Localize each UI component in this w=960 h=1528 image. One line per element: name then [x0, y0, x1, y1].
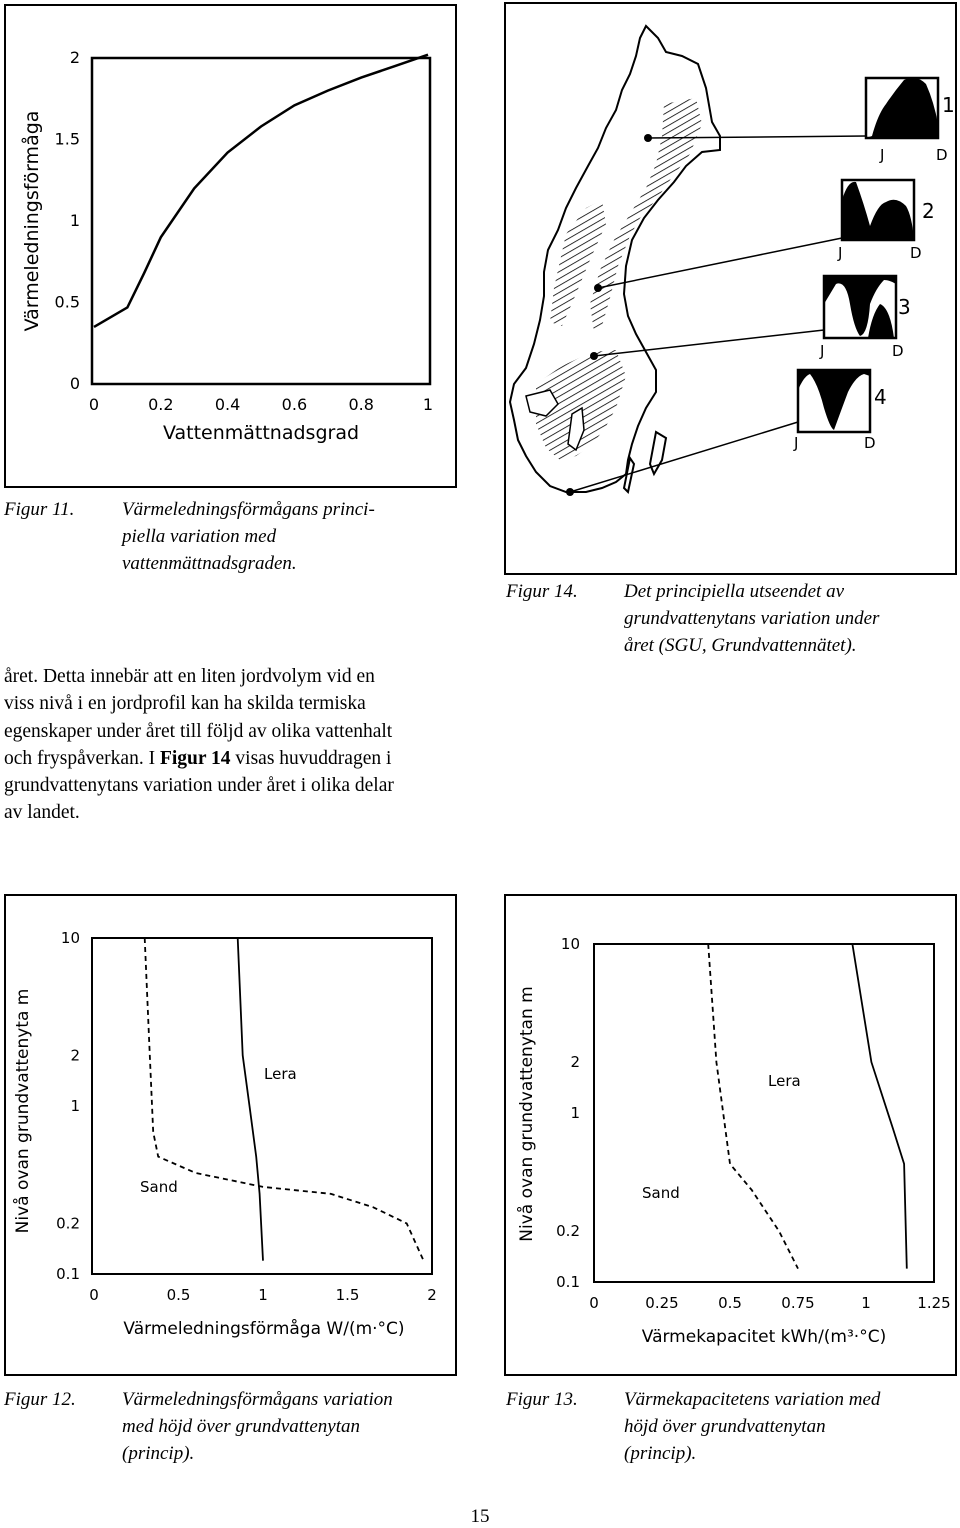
x-tick-label: 1: [422, 395, 434, 414]
figure-11-chart: [6, 6, 459, 490]
inset-2-end: D: [910, 244, 922, 262]
station-marker-3: [590, 352, 598, 360]
y-tick-label: 0.2: [56, 1214, 80, 1233]
series-label-sand: Sand: [140, 1178, 178, 1196]
inset-4-start: J: [794, 434, 799, 452]
body-line: året. Detta innebär att en liten jordvolym vid en: [4, 666, 375, 687]
caption-line: med höjd över grundvattenytan: [122, 1416, 360, 1437]
body-line-part: och fryspåverkan. I: [4, 747, 160, 769]
y-tick-label: 0.2: [556, 1222, 580, 1241]
station-marker-2: [594, 284, 602, 292]
x-axis-label: Vattenmättnadsgrad: [162, 422, 360, 444]
figure-12-chart: [6, 896, 459, 1378]
figure-14-frame: [504, 2, 957, 575]
x-tick-label: 0.6: [281, 395, 308, 414]
x-tick-label: 1: [861, 1294, 871, 1312]
sweden-map-figure: [506, 4, 959, 577]
caption-number: Figur 12.: [4, 1389, 76, 1410]
y-tick-label: 0: [69, 374, 80, 393]
y-tick-label: 0.5: [54, 292, 80, 312]
plot-border: [594, 944, 934, 1282]
caption-line: (princip).: [624, 1443, 697, 1464]
body-line: egenskaper under året till följd av olika vattenhalt: [4, 720, 393, 742]
series-label-sand: Sand: [642, 1184, 680, 1202]
station-marker-4: [566, 488, 574, 496]
y-axis-label: [516, 986, 537, 1241]
sand-curve: [708, 944, 798, 1269]
y-tick-label: 1: [70, 1097, 80, 1115]
inset-1-number: 1: [942, 93, 955, 117]
body-line-part: visas huvuddragen i: [230, 747, 392, 769]
caption-line: vattenmättnadsgraden.: [122, 553, 297, 574]
x-tick-label: 0.75: [781, 1294, 815, 1312]
figure-reference: Figur 14: [159, 747, 231, 769]
lera-curve: [238, 938, 263, 1261]
figure-12-frame: [4, 894, 457, 1376]
plot-border: [92, 58, 430, 384]
figure-12-caption: [4, 1386, 459, 1470]
x-tick-label: 0.4: [214, 395, 241, 414]
page-number: 15: [470, 1506, 490, 1527]
svg-text:Värmeledningsförmåga: Värmeledningsförmåga: [21, 110, 43, 332]
body-line: viss nivå i en jordprofil kan ha skilda termiska: [4, 693, 366, 715]
x-tick-label: 1: [258, 1286, 268, 1304]
caption-line: året (SGU, Grundvattennätet).: [624, 635, 857, 656]
y-tick-label: 1.5: [54, 129, 80, 149]
figure-13-caption: [506, 1386, 960, 1470]
inset-3-end: D: [892, 342, 904, 360]
inset-station-3: [819, 276, 911, 360]
x-tick-label: 2: [427, 1286, 437, 1304]
x-tick-label: 0.5: [718, 1294, 742, 1312]
x-tick-label: 0.2: [148, 395, 174, 414]
caption-line: (princip).: [122, 1443, 195, 1464]
y-tick-label: 1: [69, 211, 80, 230]
station-marker-1: [644, 134, 652, 142]
inset-2-number: 2: [922, 199, 935, 223]
body-paragraph: [4, 663, 456, 827]
figure-13-frame: [504, 894, 957, 1376]
x-tick-label: 0.25: [645, 1294, 679, 1312]
inset-2-start: J: [838, 244, 843, 262]
inset-4-number: 4: [874, 385, 887, 409]
inset-station-1: [866, 78, 955, 164]
y-axis-label: [12, 989, 33, 1234]
body-line: grundvattenytans variation under året i olika delar: [4, 775, 394, 797]
caption-line: höjd över grundvattenytan: [624, 1416, 826, 1437]
body-line: av landet.: [4, 802, 80, 824]
sand-curve: [145, 938, 424, 1261]
series-label-lera: Lera: [768, 1072, 801, 1090]
caption-line: grundvattenytans variation under: [624, 608, 880, 629]
inset-1-end: D: [936, 146, 948, 164]
x-tick-label: 0: [89, 1286, 99, 1304]
caption-number: Figur 14.: [506, 581, 578, 602]
x-tick-label: 1.25: [917, 1294, 951, 1312]
x-tick-label: 0: [589, 1294, 599, 1312]
caption-line: Värmeledningsförmågans variation: [122, 1389, 393, 1410]
y-tick-label: 0.1: [556, 1273, 580, 1291]
y-tick-label: 0.1: [56, 1265, 80, 1283]
figure-14-caption: [506, 578, 960, 662]
figure-13-chart: [506, 896, 959, 1378]
y-tick-label: 10: [60, 929, 80, 947]
svg-text:Nivå ovan grundvattenytan m: Nivå ovan grundvattenytan m: [517, 986, 537, 1242]
caption-line: Värmeledningsförmågans princi-: [122, 499, 375, 520]
y-tick-label: 1: [570, 1104, 580, 1122]
figure-11-frame: [4, 4, 457, 488]
caption-number: Figur 11.: [4, 499, 75, 520]
caption-number: Figur 13.: [506, 1389, 578, 1410]
inset-4-end: D: [864, 434, 876, 452]
inset-3-start: J: [820, 342, 825, 360]
y-tick-label: 2: [570, 1053, 580, 1072]
body-line-with-reference: [4, 745, 456, 772]
caption-line: piella variation med: [122, 526, 277, 547]
svg-text:Nivå ovan grundvattenyta m: Nivå ovan grundvattenyta m: [13, 988, 33, 1234]
caption-line: Värmekapacitetens variation med: [624, 1389, 881, 1410]
saturation-curve: [94, 55, 428, 327]
figure-11-caption: [4, 496, 459, 580]
lera-curve: [852, 944, 906, 1269]
series-label-lera: Lera: [264, 1065, 297, 1083]
y-axis-label: [20, 111, 43, 332]
x-axis-label: Värmekapacitet kWh/(m³·°C): [641, 1327, 887, 1347]
inset-station-2: [837, 180, 935, 262]
caption-line: Det principiella utseendet av: [624, 581, 845, 602]
x-tick-label: 0.8: [348, 395, 374, 414]
x-tick-label: 1.5: [335, 1286, 360, 1304]
y-tick-label: 2: [69, 48, 80, 67]
x-tick-label: 0.5: [166, 1286, 191, 1304]
y-tick-label: 10: [560, 935, 580, 953]
inset-station-4: [793, 370, 887, 452]
x-axis-label: Värmeledningsförmåga W/(m·°C): [123, 1319, 405, 1339]
x-tick-label: 0: [88, 395, 100, 414]
inset-3-number: 3: [898, 295, 911, 319]
island-gotland: [650, 432, 666, 474]
y-tick-label: 2: [70, 1046, 80, 1065]
inset-1-start: J: [880, 146, 885, 164]
